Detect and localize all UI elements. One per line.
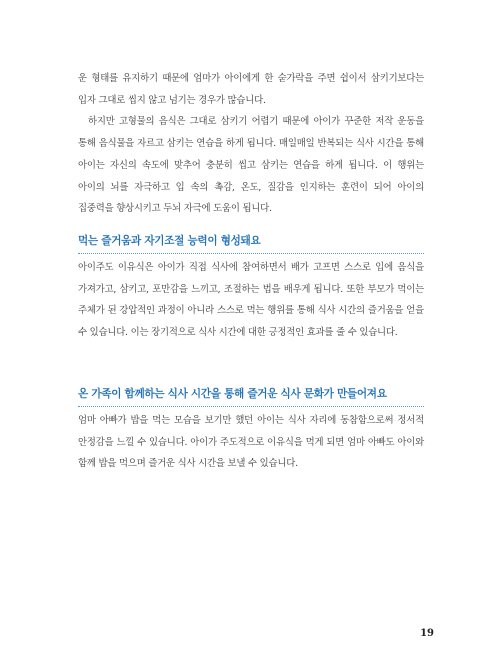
section-1-paragraph: 아이주도 이유식은 아이가 직접 식사에 참여하면서 배가 고프면 스스로 입에 음식을 가져가고, 삼키고, 포만감을 느끼고, 조절하는 법을 배우게 됩니다. 또한 부모가 먹이는 주체가 된 강압적인 과정이 아니라 스스로 먹는 행위를 통해 식사 시간의 즐거움을 얻을 수 있습니다. 이는 장기적으로 식사 시간에 대한 긍정적인 효과를 줄 수 있습니다.: [78, 262, 424, 339]
intro-text: [78, 68, 424, 220]
section-2-heading: 온 가족이 함께하는 식사 시간을 통해 즐거운 식사 문화가 만들어져요: [78, 386, 424, 407]
section-1-heading: 먹는 즐거움과 자기조절 능력이 형성돼요: [78, 233, 424, 254]
section-2-paragraph: 엄마 아빠가 밥을 먹는 모습을 보기만 했던 아이는 식사 자리에 동참함으로써 정서적 안정감을 느낄 수 있습니다. 아이가 주도적으로 이유식을 먹게 되면 엄마 아빠도 아이와 함께 밥을 먹으며 즐거운 식사 시간을 보낼 수 있습니다.: [78, 415, 424, 470]
page-number: 19: [420, 628, 434, 639]
section-2-body: [78, 410, 424, 475]
intro-paragraph-1: 운 형태를 유지하기 때문에 엄마가 아이에게 한 숟가락을 주면 쉽이서 삼키기보다는 입자 그대로 씹지 않고 넘기는 경우가 많습니다.: [78, 73, 424, 106]
intro-paragraph-2: 하지만 고형물의 음식은 그대로 삼키기 어렵기 때문에 아이가 꾸준한 저작 운동을 통해 음식물을 자르고 삼키는 연습을 하게 됩니다. 매일매일 반복되는 식사 시간을 통해 아이는 자신의 속도에 맞추어 충분히 씹고 삼키는 연습을 하게 됩니다. 이 행위는 아이의 뇌를 자극하고 입 속의 촉감, 온도, 질감을 인지하는 훈련이 되어 아이의 집중력을 향상시키고 두뇌 자극에 도움이 됩니다.: [78, 116, 424, 215]
section-1-body: [78, 257, 424, 344]
